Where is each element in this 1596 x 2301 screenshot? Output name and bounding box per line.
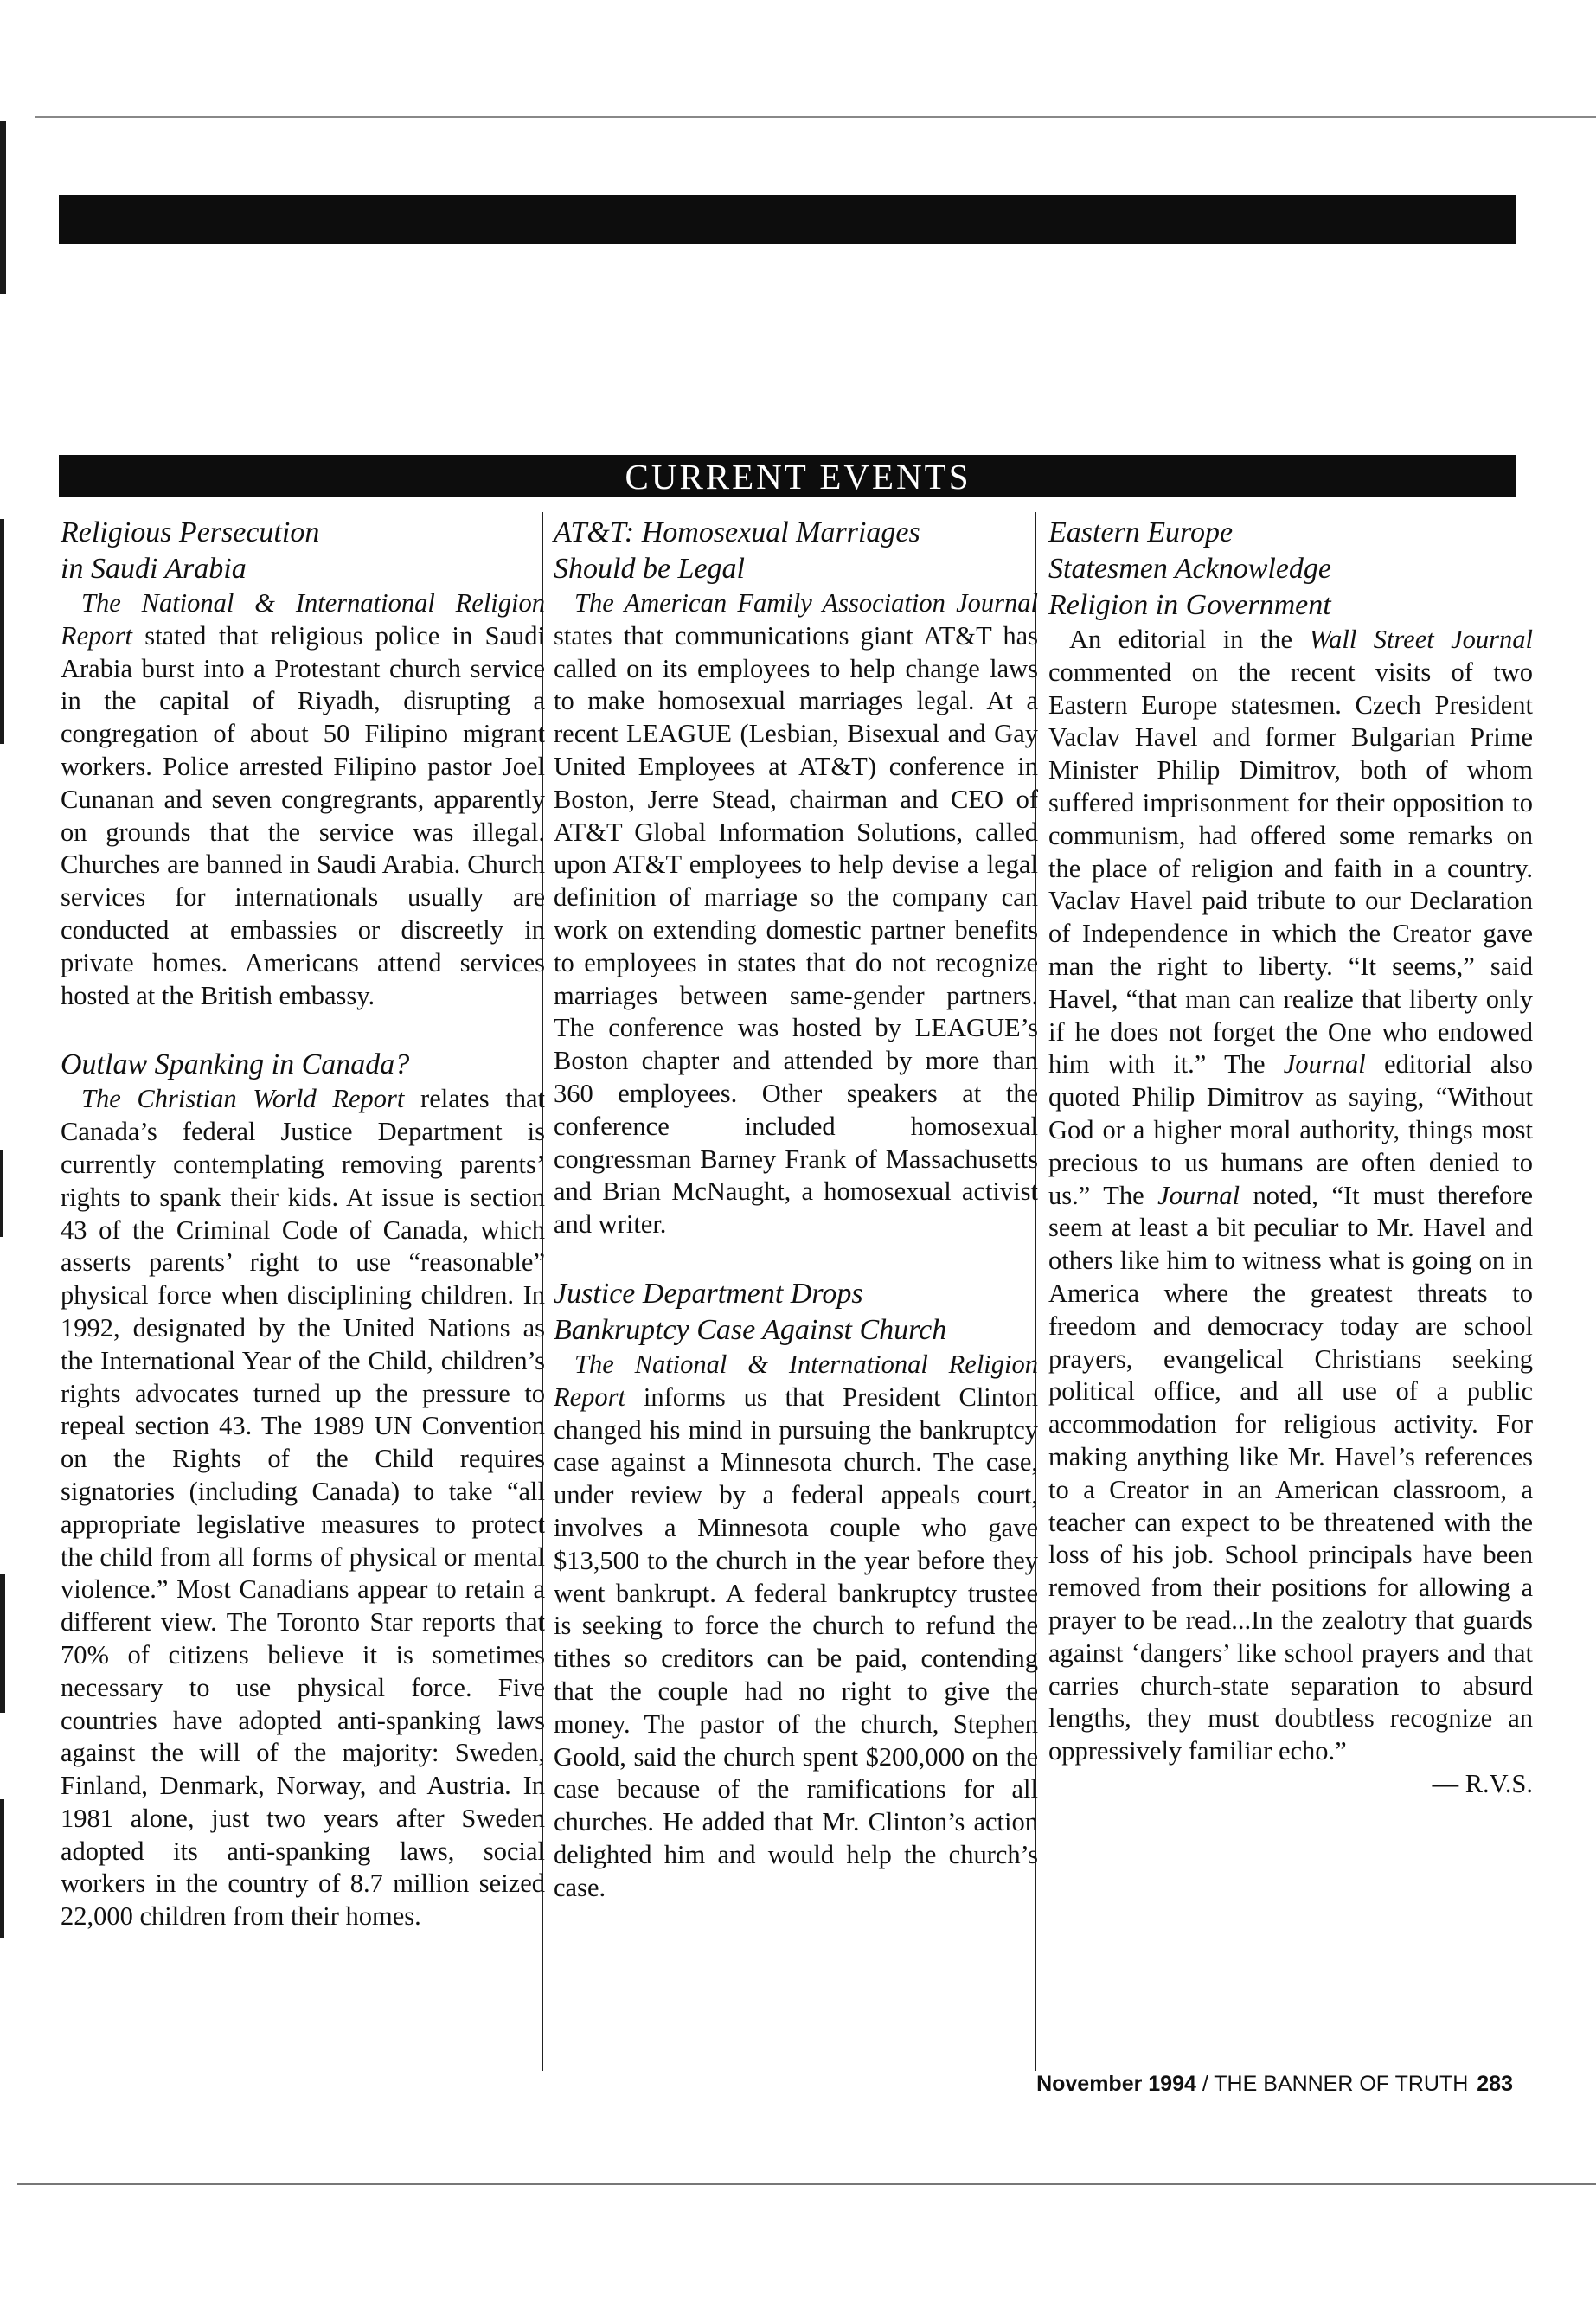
footer-publication: / THE BANNER OF TRUTH [1195, 2072, 1469, 2096]
article-body: The National & International Religion Report stated that religious police in Saudi Arabia burst into a Protestant church service in the capital of Riyadh, disrupting a congregation of about 50 Filipino migrant workers. Police arrested Filipino pastor Joel Cunanan and seven congregrants, apparently on grounds that the service was illegal. Churches are banned in Saudi Arabia. Church services for internationals usually are conducted at embassies or discreetly in private homes. Americans attend services hosted at the British embassy. [61, 588, 545, 1010]
article-heading: Justice Department Drops Bankruptcy Case Against Church [554, 1277, 947, 1346]
publication-title: The Christian World Report [81, 1084, 405, 1114]
author-signoff: — R.V.S. [1432, 1768, 1533, 1798]
publication-title: Journal [1283, 1049, 1366, 1080]
article-europe [1048, 515, 1533, 1801]
article-heading: Religious Persecution in Saudi Arabia [61, 516, 320, 585]
article-justice [554, 1276, 1038, 1905]
column-left [61, 515, 545, 1933]
footer-date: November 1994 [1036, 2072, 1196, 2096]
article-heading: Outlaw Spanking in Canada? [61, 1048, 410, 1081]
scan-edge-shadow [0, 1574, 5, 1713]
publication-title: Journal [1157, 1180, 1240, 1210]
page-footer [1036, 2072, 1513, 2097]
publication-title: The National & International Religion Report [61, 588, 545, 651]
article-heading: AT&T: Homosexual Marriages Should be Legal [554, 516, 920, 585]
article-canada [61, 1047, 545, 1933]
page-number: 283 [1477, 2072, 1513, 2096]
page-top-border [35, 116, 1596, 118]
publication-title: Wall Street Journal [1309, 625, 1533, 654]
article-heading: Eastern Europe Statesmen Acknowledge Religion in Government [1048, 516, 1332, 621]
publication-title: The National & International Religion Report [554, 1349, 1038, 1412]
scan-edge-shadow [0, 1150, 3, 1237]
scan-edge-shadow [0, 121, 6, 294]
header-banner-bar [59, 195, 1516, 244]
publication-title: The American Family Association Journal [574, 588, 1038, 618]
page-bottom-border [17, 2183, 1596, 2185]
article-body: The Christian World Report relates that Canada’s federal Justice Department is currently contemplating removing parents’ rights to spank their kids. At issue is section 43 of the Criminal Code of Canada, which asserts parents’ right to use “reasonable” physical force when disciplining children. In 1992, designated by the United Nations as the International Year of the Child, children’s rights advocates turned up the pressure to repeal section 43. The 1989 UN Convention on the Rights of the Child requires signatories (including Canada) to take “all appropriate legislative measures to protect the child from all forms of physical or mental violence.” Most Canadians appear to retain a different view. The Toronto Star reports that 70% of citizens believe it is sometimes necessary to use physical force. Five countries have adopted anti-spanking laws against the will of the majority: Sweden, Finland, Denmark, Norway, and Austria. In 1981 alone, just two years after Sweden adopted its anti-spanking laws, social workers in the country of 8.7 million seized 22,000 children from their homes. [61, 1084, 545, 1932]
column-middle [554, 515, 1038, 1904]
article-body: An editorial in the Wall Street Journal commented on the recent visits of two Eastern Europe statesmen. Czech President Vaclav Havel and former Bulgarian Prime Minister Philip Dimitrov, both of whom suffered imprisonment for their opposition to communism, had offered some remarks on the place of religion and faith in a country. Vaclav Havel paid tribute to our Declaration of Independence in which the Creator gave man the right to liberty. “It seems,” said Havel, “that man can realize that liberty only if he does not forget the One who endowed him with it.” The Journal editorial also quoted Philip Dimitrov as saying, “Without God or a higher moral authority, things most precious to us humans are often denied to us.” The Journal noted, “It must therefore seem at least a bit peculiar to Mr. Havel and others like him to witness what is going on in America where the greatest threats to freedom and democracy today are school prayers, evangelical Christians seeking political office, and all use of a public accommodation for religious activity. For making anything like Mr. Havel’s references to a Creator in an American classroom, a teacher can expect to be threatened with the loss of his job. School principals have been removed from their positions for allowing a prayer to be read...In the zealotry that guards against ‘dangers’ like school prayers and that carries church-state separation to absurd lengths, they must doubtless recognize an oppressively familiar echo.” [1048, 625, 1533, 1766]
scan-edge-shadow [0, 519, 4, 744]
article-body: The National & International Religion Report informs us that President Clinton changed his mind in pursuing the bankruptcy case against a Minnesota church. The case, under review by a federal appeals court, involves a Minnesota couple who gave $13,500 to the church in the year before they went bankrupt. A federal bankruptcy trustee is seeking to force the church to refund the tithes so creditors can be paid, contending that the couple had no right to give the money. The pastor of the church, Stephen Goold, said the church spent $200,000 on the case because of the ramifications for all churches. He added that Mr. Clinton’s action delighted him and would help the church’s case. [554, 1349, 1038, 1902]
column-right [1048, 515, 1533, 1801]
article-att [554, 515, 1038, 1241]
scan-edge-shadow [0, 1799, 4, 1938]
section-title: CURRENT EVENTS [625, 457, 971, 497]
article-body: The American Family Association Journal states that communications giant AT&T has called on its employees to help change laws to make homosexual marriages legal. At a recent LEAGUE (Lesbian, Bisexual and Gay United Employees at AT&T) conference in Boston, Jerre Stead, chairman and CEO of AT&T Global Information Solutions, called upon AT&T employees to help devise a legal definition of marriage so the company can work on extending domestic partner benefits to employees in states that do not recognize marriages between same-gender partners. The conference was hosted by LEAGUE’s Boston chapter and attended by more than 360 employees. Other speakers at the conference included homosexual congressman Barney Frank of Massachusetts and Brian McNaught, a homosexual activist and writer. [554, 588, 1038, 1240]
article-saudi [61, 515, 545, 1012]
